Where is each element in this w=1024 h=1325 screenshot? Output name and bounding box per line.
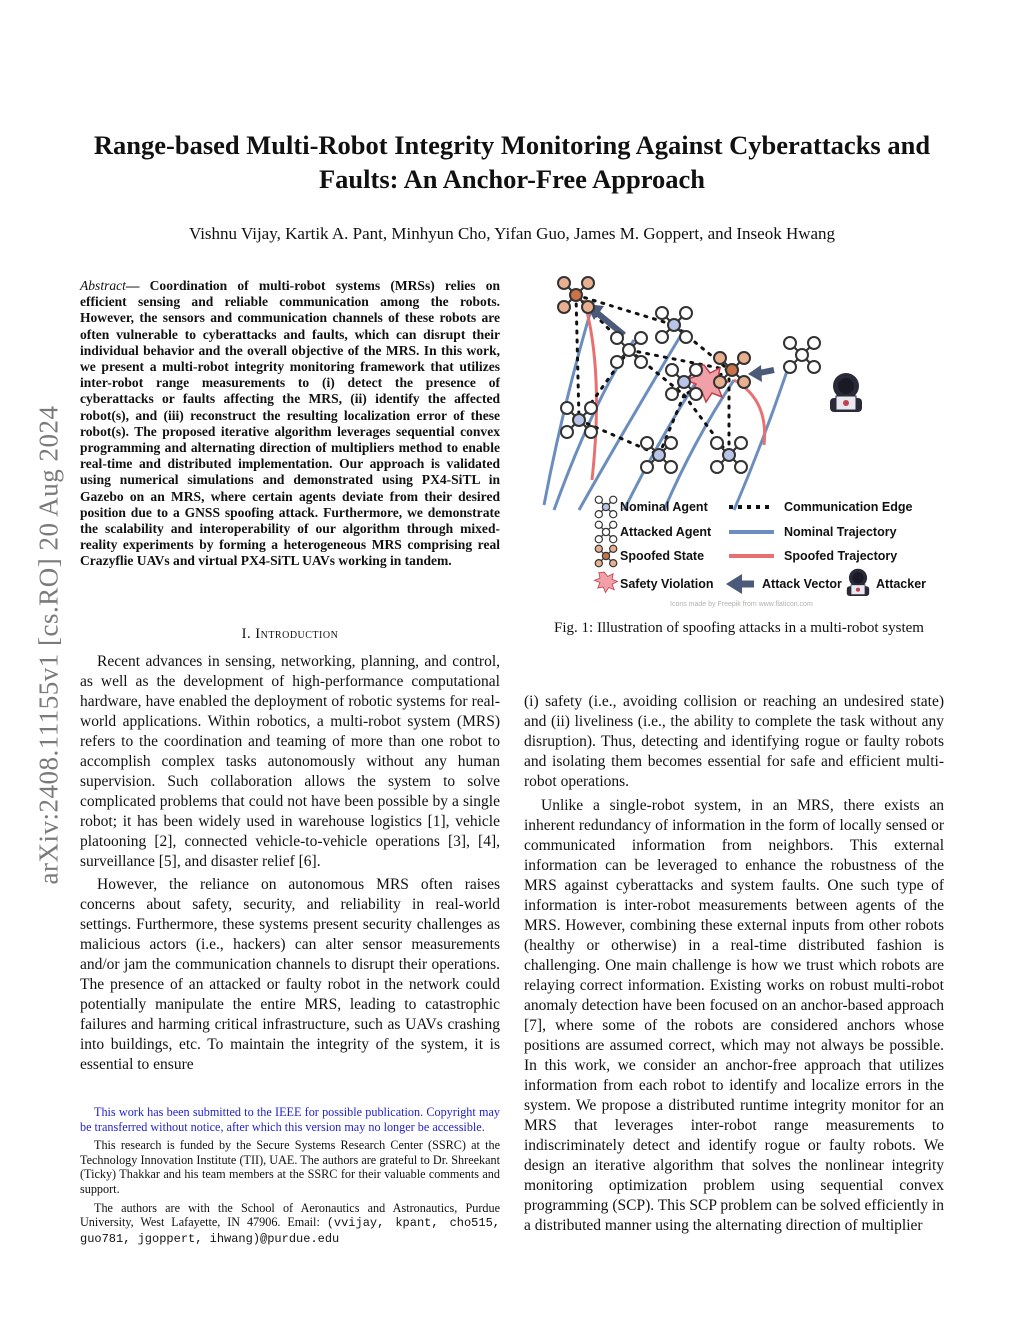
abstract-label: Abstract (80, 278, 126, 293)
footnote-affiliation-text: The authors are with the School of Aeronautics and Astronautics, Purdue University, West Lafayette, IN 47906. Email: (80, 1200, 500, 1230)
nominal-agent-drone-1 (656, 307, 692, 343)
icon-credit: Icons made by Freepik from www.flaticon.com (670, 601, 813, 608)
legend-safety-violation-icon (594, 572, 617, 592)
paper-title: Range-based Multi-Robot Integrity Monitoring Against Cyberattacks and Faults: An Anchor-Free Approach (93, 130, 931, 194)
legend-nominal-agent-icon (595, 496, 617, 518)
attacker-icon (830, 373, 862, 412)
attacked-agent-drone-1 (611, 332, 647, 368)
arxiv-identifier[interactable]: arXiv:2408.11155v1 [cs.RO] 20 Aug 2024 (33, 405, 64, 885)
legend-attacker: Attacker (876, 577, 927, 591)
intro-right-column (524, 692, 944, 1236)
attacked-agent-drone-2 (784, 337, 820, 373)
footnote-affiliation (80, 1201, 500, 1247)
spoofed-state-drone-1 (558, 277, 594, 313)
intro-left-column (80, 652, 500, 1075)
footnote-funding: This research is funded by the Secure Systems Research Center (SSRC) at the Technology Innovation Institute (TII), UAE. The authors are grateful to Dr. Shreekant (Ticky) Thakkar and his team members at the SSRC for their valuable comments and support. (80, 1138, 500, 1196)
legend-attacked-agent: Attacked Agent (620, 525, 712, 539)
abstract-dash: — (125, 278, 140, 293)
abstract (80, 278, 500, 570)
figure-1 (534, 270, 954, 615)
section-title: Introduction (255, 626, 339, 642)
intro-right-paragraph-1: (i) safety (i.e., avoiding collision or reaching an undesired state) and (ii) liveliness (i.e., the ability to complete the task without any disruption). Thus, detecting and identifying rogue or faulty robots and isolating them becomes essential for safe and efficient multi-robot operations. (524, 693, 944, 790)
legend-spoofed-state: Spoofed State (620, 549, 705, 563)
author-list: Vishnu Vijay, Kartik A. Pant, Minhyun Cho, Yifan Guo, James M. Goppert, and Inseok Hwang (188, 224, 836, 243)
figure-1-illustration (534, 270, 954, 615)
figure-legend (594, 496, 926, 608)
section-number: I. (241, 626, 252, 642)
legend-nominal-trajectory: Nominal Trajectory (784, 525, 897, 539)
legend-attacked-agent-icon (595, 521, 617, 543)
legend-attack-vector: Attack Vector (762, 577, 842, 591)
footnote-emails[interactable]: (vvijay, kpant, cho515, guo781, jgoppert, ihwang)@purdue.edu (80, 1216, 500, 1246)
legend-safety-violation: Safety Violation (620, 577, 714, 591)
footnotes (80, 1105, 500, 1250)
section-heading-introduction (80, 626, 500, 643)
abstract-text: Coordination of multi-robot systems (MRSs) relies on efficient sensing and reliable communication among the robots. However, the sensors and communication channels of these robots are often vulnerable to cyberattacks and faults, which can disrupt their individual behavior and the overall objective of the MRS. In this work, we present a multi-robot integrity monitoring framework that utilizes inter-robot range measurements to (i) detect the presence of cyberattacks or faults affecting the MRS, (ii) identify the affected robot(s), and (iii) reconstruct the resulting localization error of these robot(s). The proposed iterative algorithm leverages sequential convex programming and alternating direction of multipliers method to enable real-time and distributed implementation. Our approach is validated using numerical simulations and demonstrated using PX4-SiTL in Gazebo on an MRS, where certain agents deviate from their desired position due to a GNSS spoofing attack. Furthermore, we demonstrate the scalability and interoperability of our algorithm through mixed-reality experiments by forming a heterogeneous MRS comprising real Crazyflie UAVs and virtual PX4-SiTL UAVs working in tandem. (80, 278, 500, 569)
figure-1-caption: Fig. 1: Illustration of spoofing attacks in a multi-robot system (554, 620, 924, 636)
legend-attack-vector-head (726, 574, 742, 594)
legend-spoofed-state-icon (595, 545, 617, 567)
legend-nominal-agent: Nominal Agent (620, 500, 708, 514)
intro-paragraph-2: However, the reliance on autonomous MRS often raises concerns about safety, security, and reliability in real-world settings. Furthermore, these systems present security challenges as malicious actors (i.e., hackers) can alter sensor measurements and/or jam the communication channels to disrupt their operations. The presence of an attacked or faulty robot in the network could potentially manipulate the entire MRS, leading to catastrophic failures and harming critical infrastructure, such as UAVs crashing into buildings, etc. To maintain the integrity of the system, it is essential to ensure (80, 876, 500, 1073)
legend-spoofed-trajectory: Spoofed Trajectory (784, 549, 898, 563)
intro-paragraph-1: Recent advances in sensing, networking, planning, and control, as well as the development of high-performance computational hardware, have enabled the deployment of robotic systems for real-world applications. Within robotics, a multi-robot system (MRS) refers to the coordination and teaming of more than one robot to accomplish complex tasks autonomously without any human supervision. Such collaboration allows the system to solve complicated problems that could not have been possible by a single robot; it has been widely used in warehouse logistics [1], vehicle platooning [2], connected vehicle-to-vehicle operations [3], [4], surveillance [5], and disaster relief [6]. (80, 653, 500, 870)
intro-right-paragraph-2: Unlike a single-robot system, in an MRS, there exists an inherent redundancy of information in the form of locally sensed or communicated information from neighbors. This external information can be leveraged to enhance the robustness of the MRS against cyberattacks and system faults. One such type of information is inter-robot measurements between agents of the MRS. However, combining these external inputs from other robots (healthy or otherwise) in a real-time distributed fashion is challenging. One main challenge is how we trust which robots are relaying correct information. Existing works on robust multi-robot anomaly detection have been focused on an anchor-based approach [7], where some of the robots are considered anchors whose positions are assumed correct, which may not always be possible. In this work, we consider an anchor-free approach that utilizes information from each robot to identify and localize errors in the system. We propose a distributed runtime integrity monitor for an MRS that leverages inter-robot range measurements to indiscriminately detect and identify rogue or faulty robots. We design an iterative algorithm that solves the nonlinear integrity monitoring optimization problem using sequential convex programming (SCP). This SCP problem can be solved efficiently in a distributed manner using the alternating direction of multiplier (524, 797, 944, 1234)
legend-communication-edge: Communication Edge (784, 500, 913, 514)
arxiv-sidebar (28, 345, 70, 945)
legend-attacker-icon (847, 569, 869, 596)
footnote-submission: This work has been submitted to the IEEE for possible publication. Copyright may be transferred without notice, after which this version may no longer be accessible. (80, 1105, 500, 1134)
